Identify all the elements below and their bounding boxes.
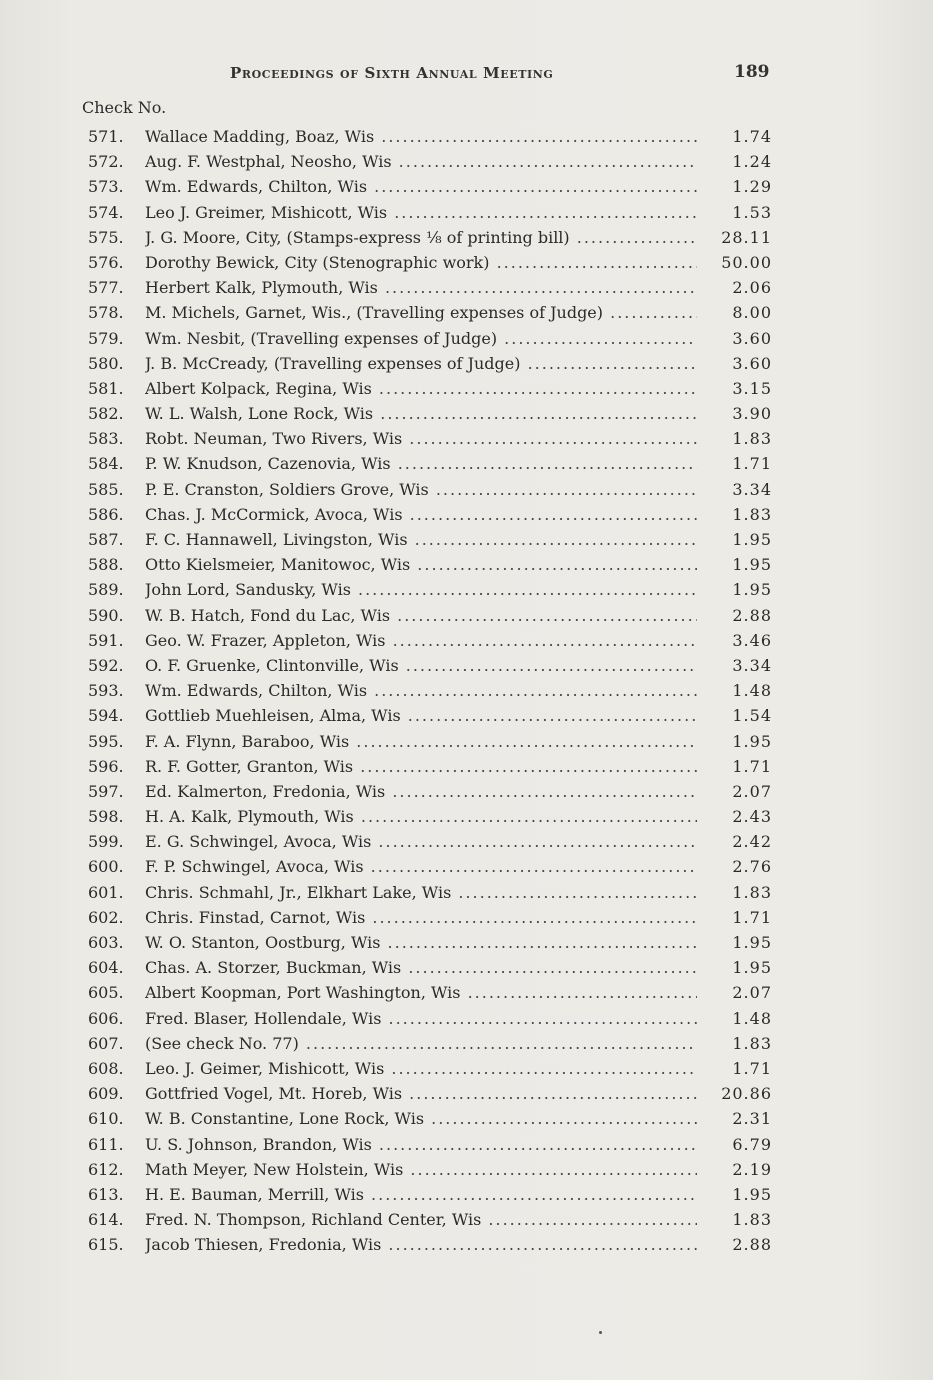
check-number: 615. xyxy=(88,1235,124,1255)
check-amount: 6.79 xyxy=(732,1134,772,1154)
check-number: 579. xyxy=(88,328,124,348)
check-entry-row xyxy=(0,376,933,401)
check-amount: 1.54 xyxy=(732,706,772,726)
check-amount: 3.34 xyxy=(732,655,772,675)
check-entry-row xyxy=(0,426,933,451)
payee-description: J. G. Moore, City, (Stamps-express ⅛ of printing bill) ..... xyxy=(145,225,697,250)
check-amount: 1.53 xyxy=(732,202,772,222)
check-entry-row xyxy=(0,804,933,829)
check-amount: 3.34 xyxy=(732,479,772,499)
check-amount: 28.11 xyxy=(721,227,772,247)
payee-description: H. A. Kalk, Plymouth, Wis ..... xyxy=(145,804,697,829)
payee-description: Otto Kielsmeier, Manitowoc, Wis ..... xyxy=(145,552,697,577)
check-amount: 2.07 xyxy=(732,781,772,801)
payee-description: Albert Kolpack, Regina, Wis ..... xyxy=(145,376,697,401)
check-entry-row xyxy=(0,779,933,804)
payee-description: W. B. Hatch, Fond du Lac, Wis ..... xyxy=(145,603,697,628)
check-entry-row xyxy=(0,754,933,779)
check-number: 578. xyxy=(88,303,124,323)
payee-description: Dorothy Bewick, City (Stenographic work) ..... xyxy=(145,250,697,275)
check-number: 577. xyxy=(88,278,124,298)
check-entry-row xyxy=(0,225,933,250)
check-number: 590. xyxy=(88,605,124,625)
payee-description: Leo. J. Geimer, Mishicott, Wis ..... xyxy=(145,1056,697,1081)
check-entry-row xyxy=(0,351,933,376)
check-entry-row xyxy=(0,477,933,502)
check-number: 573. xyxy=(88,177,124,197)
check-amount: 1.83 xyxy=(732,882,772,902)
check-entry-row xyxy=(0,628,933,653)
check-amount: 1.71 xyxy=(732,907,772,927)
check-number: 610. xyxy=(88,1109,124,1129)
check-number: 611. xyxy=(88,1134,124,1154)
check-entry-row xyxy=(0,124,933,149)
check-amount: 1.83 xyxy=(732,1033,772,1053)
payee-description: H. E. Bauman, Merrill, Wis ..... xyxy=(145,1182,697,1207)
check-amount: 3.46 xyxy=(732,630,772,650)
payee-description: J. B. McCready, (Travelling expenses of Judge) ..... xyxy=(145,351,697,376)
payee-description: Jacob Thiesen, Fredonia, Wis ..... xyxy=(145,1232,697,1257)
check-amount: 1.71 xyxy=(732,756,772,776)
payee-description: Herbert Kalk, Plymouth, Wis ..... xyxy=(145,275,697,300)
payee-description: P. E. Cranston, Soldiers Grove, Wis ..... xyxy=(145,477,697,502)
check-number: 609. xyxy=(88,1084,124,1104)
check-number: 589. xyxy=(88,580,124,600)
check-entry-row xyxy=(0,1132,933,1157)
check-amount: 3.60 xyxy=(732,353,772,373)
check-amount: 20.86 xyxy=(721,1084,772,1104)
check-amount: 1.71 xyxy=(732,454,772,474)
check-number: 580. xyxy=(88,353,124,373)
check-entry-row xyxy=(0,854,933,879)
check-amount: 1.83 xyxy=(732,429,772,449)
check-number: 572. xyxy=(88,152,124,172)
check-entry-row xyxy=(0,603,933,628)
check-number: 593. xyxy=(88,681,124,701)
payee-description: F. C. Hannawell, Livingston, Wis ..... xyxy=(145,527,697,552)
check-entry-row xyxy=(0,1157,933,1182)
check-entry-row xyxy=(0,1106,933,1131)
payee-description: Chris. Finstad, Carnot, Wis ..... xyxy=(145,905,697,930)
check-amount: 3.60 xyxy=(732,328,772,348)
check-amount: 2.19 xyxy=(732,1159,772,1179)
check-entry-row xyxy=(0,326,933,351)
check-number: 576. xyxy=(88,252,124,272)
check-amount: 8.00 xyxy=(732,303,772,323)
payee-description: Gottfried Vogel, Mt. Horeb, Wis ..... xyxy=(145,1081,697,1106)
check-amount: 1.29 xyxy=(732,177,772,197)
check-entry-row xyxy=(0,577,933,602)
check-number: 595. xyxy=(88,731,124,751)
check-number: 603. xyxy=(88,933,124,952)
payee-description: Chris. Schmahl, Jr., Elkhart Lake, Wis ..... xyxy=(145,880,697,905)
check-entry-row xyxy=(0,1081,933,1106)
check-entry-row xyxy=(0,552,933,577)
check-amount: 1.83 xyxy=(732,1210,772,1230)
payee-description: P. W. Knudson, Cazenovia, Wis ..... xyxy=(145,451,697,476)
check-amount: 1.24 xyxy=(732,152,772,172)
payee-description: Chas. J. McCormick, Avoca, Wis ..... xyxy=(145,502,697,527)
payee-description: Wm. Edwards, Chilton, Wis ..... xyxy=(145,678,697,703)
check-amount: 2.31 xyxy=(732,1109,772,1129)
payee-description: Gottlieb Muehleisen, Alma, Wis ..... xyxy=(145,703,697,728)
check-entry-row xyxy=(0,955,933,980)
check-entry-row xyxy=(0,174,933,199)
check-entry-row xyxy=(0,880,933,905)
payee-description: Leo J. Greimer, Mishicott, Wis ..... xyxy=(145,200,697,225)
check-entry-row xyxy=(0,200,933,225)
payee-description: Geo. W. Frazer, Appleton, Wis ..... xyxy=(145,628,697,653)
check-number: 571. xyxy=(88,127,124,146)
check-number: 592. xyxy=(88,655,124,675)
check-entry-row xyxy=(0,1031,933,1056)
check-number: 596. xyxy=(88,756,124,776)
check-number: 594. xyxy=(88,706,124,726)
check-entry-row xyxy=(0,149,933,174)
check-number: 597. xyxy=(88,781,124,801)
check-amount: 1.95 xyxy=(732,1184,772,1204)
check-number: 606. xyxy=(88,1008,124,1028)
check-entry-row xyxy=(0,829,933,854)
check-number: 591. xyxy=(88,630,124,650)
check-amount: 1.95 xyxy=(732,530,772,549)
check-number: 584. xyxy=(88,454,124,474)
payee-description: Wm. Nesbit, (Travelling expenses of Judge) ..... xyxy=(145,326,697,351)
check-amount: 1.71 xyxy=(732,1058,772,1078)
check-amount: 1.48 xyxy=(732,1008,772,1028)
check-number: 599. xyxy=(88,832,124,852)
check-number: 600. xyxy=(88,857,124,877)
payee-description: W. B. Constantine, Lone Rock, Wis ..... xyxy=(145,1106,697,1131)
check-amount: 1.48 xyxy=(732,681,772,701)
paper-speck xyxy=(599,1331,602,1334)
check-amount: 2.42 xyxy=(732,832,772,852)
check-entry-row xyxy=(0,1232,933,1257)
check-number: 602. xyxy=(88,907,124,927)
check-entry-row xyxy=(0,930,933,955)
check-amount: 2.76 xyxy=(732,857,772,877)
payee-description: Wallace Madding, Boaz, Wis ..... xyxy=(145,124,697,149)
check-number: 587. xyxy=(88,530,124,549)
payee-description: Wm. Edwards, Chilton, Wis ..... xyxy=(145,174,697,199)
check-entry-row xyxy=(0,729,933,754)
payee-description: W. L. Walsh, Lone Rock, Wis ..... xyxy=(145,401,697,426)
payee-description: F. A. Flynn, Baraboo, Wis ..... xyxy=(145,729,697,754)
check-entry-row xyxy=(0,1056,933,1081)
check-entry-row xyxy=(0,1182,933,1207)
check-number: 588. xyxy=(88,555,124,575)
check-amount: 3.90 xyxy=(732,404,772,424)
payee-description: R. F. Gotter, Granton, Wis ..... xyxy=(145,754,697,779)
page-number: 189 xyxy=(734,62,770,82)
check-entry-row xyxy=(0,502,933,527)
payee-description: Ed. Kalmerton, Fredonia, Wis ..... xyxy=(145,779,697,804)
check-amount: 1.95 xyxy=(732,580,772,600)
check-amount: 2.43 xyxy=(732,807,772,827)
check-entry-row xyxy=(0,653,933,678)
check-number: 575. xyxy=(88,227,124,247)
running-header: Proceedings of Sixth Annual Meeting xyxy=(230,64,554,82)
payee-description: Fred. Blaser, Hollendale, Wis ..... xyxy=(145,1006,697,1031)
check-entry-row xyxy=(0,275,933,300)
check-amount: 2.06 xyxy=(732,278,772,298)
payee-description: W. O. Stanton, Oostburg, Wis ..... xyxy=(145,930,697,955)
check-number: 604. xyxy=(88,958,124,978)
check-number: 607. xyxy=(88,1033,124,1053)
check-entry-row xyxy=(0,905,933,930)
check-entry-row xyxy=(0,300,933,325)
check-number: 608. xyxy=(88,1058,124,1078)
check-amount: 1.95 xyxy=(732,958,772,978)
check-number: 585. xyxy=(88,479,124,499)
check-entry-row xyxy=(0,1006,933,1031)
payee-description: Albert Koopman, Port Washington, Wis ..... xyxy=(145,980,697,1005)
check-amount: 2.88 xyxy=(732,605,772,625)
check-entry-row xyxy=(0,250,933,275)
check-entry-row xyxy=(0,678,933,703)
check-entry-row xyxy=(0,451,933,476)
check-entry-row xyxy=(0,980,933,1005)
payee-description: O. F. Gruenke, Clintonville, Wis ..... xyxy=(145,653,697,678)
check-amount: 3.15 xyxy=(732,378,772,398)
check-number: 574. xyxy=(88,202,124,222)
check-number: 581. xyxy=(88,378,124,398)
payee-description: Robt. Neuman, Two Rivers, Wis ..... xyxy=(145,426,697,451)
check-number: 586. xyxy=(88,504,124,524)
check-number-column-header: Check No. xyxy=(82,98,167,117)
payee-description: (See check No. 77) ..... xyxy=(145,1031,697,1056)
payee-description: Math Meyer, New Holstein, Wis ..... xyxy=(145,1157,697,1182)
check-number: 582. xyxy=(88,404,124,424)
payee-description: U. S. Johnson, Brandon, Wis ..... xyxy=(145,1132,697,1157)
payee-description: F. P. Schwingel, Avoca, Wis ..... xyxy=(145,854,697,879)
check-entry-row xyxy=(0,1207,933,1232)
payee-description: Chas. A. Storzer, Buckman, Wis ..... xyxy=(145,955,697,980)
check-amount: 1.95 xyxy=(732,555,772,575)
check-amount: 2.88 xyxy=(732,1235,772,1255)
check-number: 613. xyxy=(88,1184,124,1204)
check-amount: 1.95 xyxy=(732,731,772,751)
check-entry-row xyxy=(0,703,933,728)
check-entry-row xyxy=(0,527,933,552)
check-list xyxy=(0,124,933,1257)
payee-description: E. G. Schwingel, Avoca, Wis ..... xyxy=(145,829,697,854)
check-number: 601. xyxy=(88,882,124,902)
payee-description: Fred. N. Thompson, Richland Center, Wis ..... xyxy=(145,1207,697,1232)
check-number: 583. xyxy=(88,429,124,449)
check-amount: 50.00 xyxy=(721,252,772,272)
check-amount: 1.95 xyxy=(732,933,772,952)
payee-description: M. Michels, Garnet, Wis., (Travelling expenses of Judge) ..... xyxy=(145,300,697,325)
check-number: 605. xyxy=(88,983,124,1003)
check-number: 614. xyxy=(88,1210,124,1230)
check-number: 598. xyxy=(88,807,124,827)
check-entry-row xyxy=(0,401,933,426)
check-amount: 1.83 xyxy=(732,504,772,524)
check-amount: 2.07 xyxy=(732,983,772,1003)
payee-description: John Lord, Sandusky, Wis ..... xyxy=(145,577,697,602)
check-number: 612. xyxy=(88,1159,124,1179)
payee-description: Aug. F. Westphal, Neosho, Wis ..... xyxy=(145,149,697,174)
check-amount: 1.74 xyxy=(732,127,772,146)
